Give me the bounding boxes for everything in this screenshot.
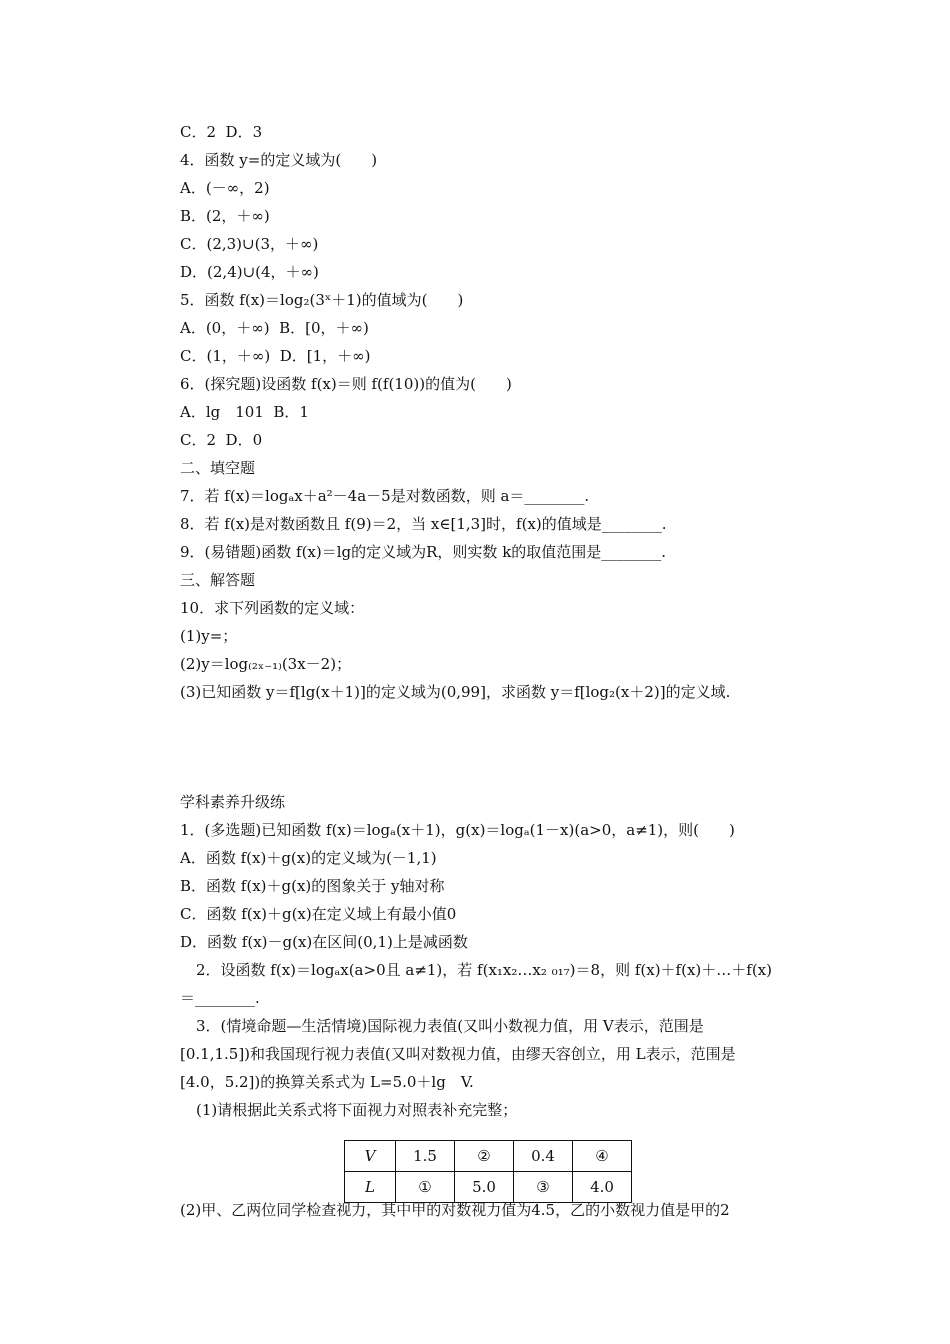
table-cell: 4.0 [573,1172,632,1203]
option-line: A．lg 101 B．1 [180,403,309,421]
text-line: [0.1,1.5])和我国现行视力表值(又叫对数视力值，由缪天容创立，用 L表示，范围是 [180,1045,736,1063]
advanced-question-2: 2．设函数 f(x)＝logₐx(a>0且 a≠1)，若 f(x₁x₂…x₂ ₀₁₇)＝8，则 f(x)＋f(x)＋…＋f(x) [196,961,772,979]
table-cell: 1.5 [396,1141,455,1172]
sub-question: (1)请根据此关系式将下面视力对照表补充完整； [196,1101,518,1119]
option-line: D．(2,4)∪(4，＋∞) [180,263,319,281]
table-cell: ① [396,1172,455,1203]
table-row [345,1141,632,1172]
text-line: ＝________. [180,989,260,1007]
sub-question: (1)y=； [180,627,238,645]
table-cell: ④ [573,1141,632,1172]
advanced-question-1: 1．(多选题)已知函数 f(x)＝logₐ(x＋1)，g(x)＝logₐ(1－x)(a>0，a≠1)，则( ) [180,821,735,839]
section-heading: 三、解答题 [180,571,256,589]
vision-table [344,1140,632,1203]
advanced-question-3: 3．(情境命题—生活情境)国际视力表值(又叫小数视力值，用 V表示，范围是 [196,1017,704,1035]
option-line: B．函数 f(x)＋g(x)的图象关于 y轴对称 [180,877,445,895]
table-cell: V [345,1141,396,1172]
option-line: B．(2，＋∞) [180,207,270,225]
question-7: 7．若 f(x)＝logₐx＋a²－4a－5是对数函数，则 a＝________. [180,487,590,505]
sub-question: (2)y＝log₍₂ₓ₋₁₎(3x－2)； [180,655,352,673]
text-line: [4.0，5.2])的换算关系式为 L=5.0＋lg V. [180,1073,474,1091]
option-line: C．(1，＋∞) D．[1，＋∞) [180,347,371,365]
option-line: C．2 D．0 [180,431,263,449]
section-heading: 学科素养升级练 [180,793,286,811]
option-line: C．(2,3)∪(3，＋∞) [180,235,319,253]
question-4: 4．函数 y=的定义域为( ) [180,151,378,169]
question-8: 8．若 f(x)是对数函数且 f(9)＝2，当 x∈[1,3]时，f(x)的值域是________. [180,515,667,533]
text-line: C．2 D．3 [180,123,263,141]
question-5: 5．函数 f(x)＝log₂(3ˣ＋1)的值域为( ) [180,291,464,309]
question-10: 10．求下列函数的定义域： [180,599,365,617]
table-cell: 5.0 [455,1172,514,1203]
option-line: C．函数 f(x)＋g(x)在定义域上有最小值0 [180,905,457,923]
table-row [345,1172,632,1203]
option-line: A．函数 f(x)＋g(x)的定义域为(－1,1) [180,849,437,867]
option-line: D．函数 f(x)－g(x)在区间(0,1)上是减函数 [180,933,468,951]
question-6: 6．(探究题)设函数 f(x)＝则 f(f(10))的值为( ) [180,375,512,393]
option-line: A．(－∞，2) [180,179,270,197]
table-cell: ② [455,1141,514,1172]
option-line: A．(0，＋∞) B．[0，＋∞) [180,319,369,337]
table-cell: 0.4 [514,1141,573,1172]
table-cell: L [345,1172,396,1203]
sub-question: (3)已知函数 y＝f[lg(x＋1)]的定义域为(0,99]，求函数 y＝f[log₂(x＋2)]的定义域. [180,683,731,701]
table-cell: ③ [514,1172,573,1203]
sub-question: (2)甲、乙两位同学检查视力，其中甲的对数视力值为4.5，乙的小数视力值是甲的2 [180,1201,730,1219]
question-9: 9．(易错题)函数 f(x)＝lg的定义域为R，则实数 k的取值范围是________. [180,543,667,561]
section-heading: 二、填空题 [180,459,256,477]
